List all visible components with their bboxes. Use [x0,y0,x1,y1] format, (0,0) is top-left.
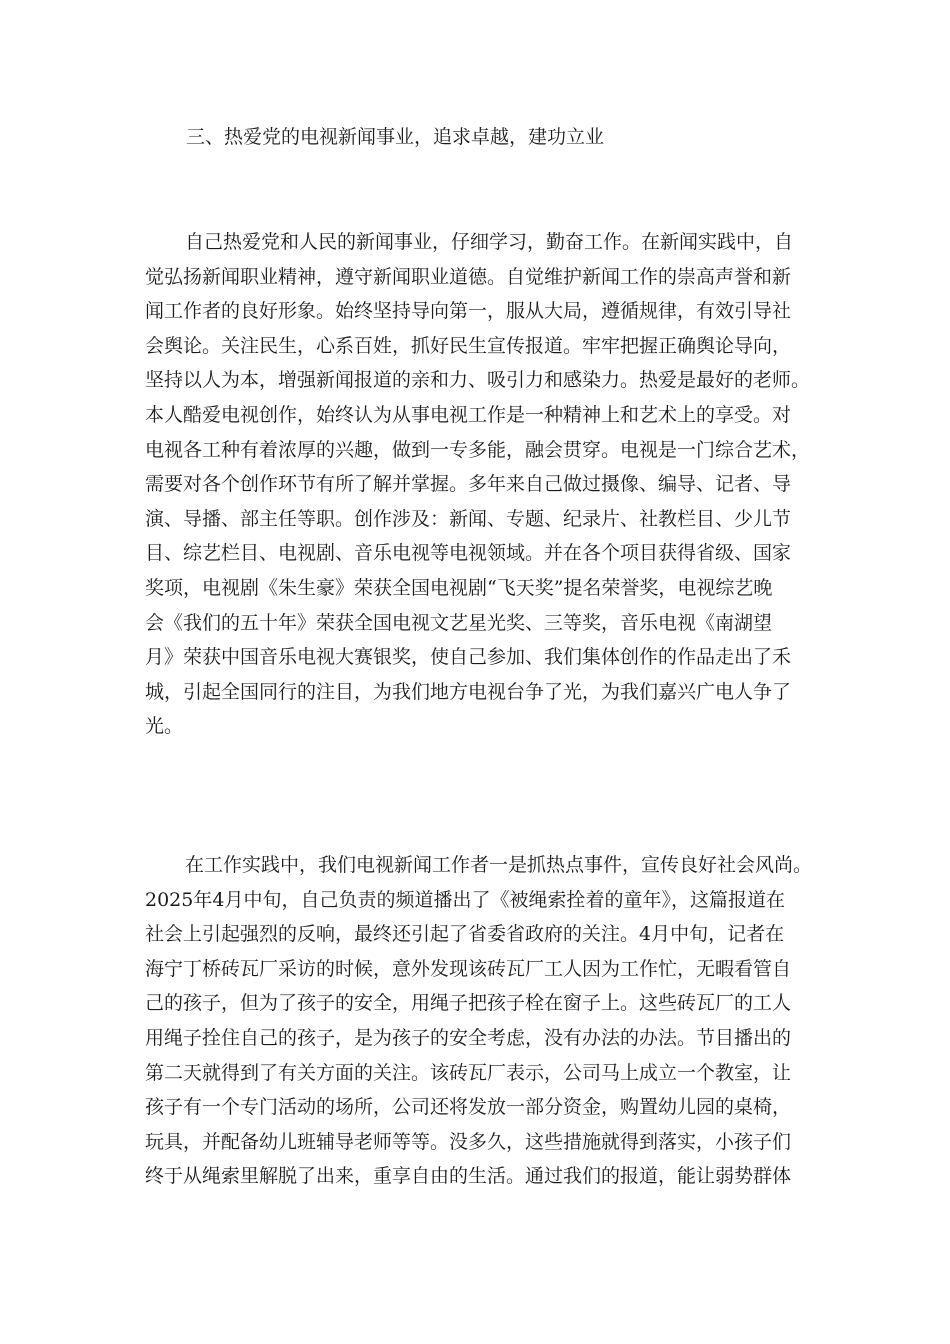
paragraph-line: 用绳子拴住自己的孩子，是为孩子的安全考虑，没有办法的办法。节目播出的 [145,1026,792,1049]
paragraph-line: 城，引起全国同行的注目，为我们地方电视台争了光，为我们嘉兴广电人争了 [145,680,792,703]
paragraph-line: 在工作实践中，我们电视新闻工作者一是抓热点事件，宣传良好社会风尚。 [185,854,813,876]
paragraph-line: 目、综艺栏目、电视剧、音乐电视等电视领域。并在各个项目获得省级、国家 [145,542,792,565]
paragraph-line: 玩具，并配备幼儿班辅导老师等等。没多久，这些措施就得到落实，小孩子们 [145,1130,792,1153]
paragraph-line: 终于从绳索里解脱了出来，重享自由的生活。通过我们的报道，能让弱势群体 [145,1165,792,1188]
paragraph-1 [145,225,809,744]
paragraph-line: 海宁丁桥砖瓦厂采访的时候，意外发现该砖瓦厂工人因为工作忙，无暇看管自 [145,957,792,980]
paragraph-line: 坚持以人为本，增强新闻报道的亲和力、吸引力和感染力。热爱是最好的老师。 [145,369,811,392]
paragraph-line: 闻工作者的良好形象。始终坚持导向第一，服从大局，遵循规律，有效引导社 [145,300,792,323]
section-heading: 三、热爱党的电视新闻事业，追求卓越，建功立业 [186,126,605,148]
paragraph-line: 光。 [145,715,184,738]
paragraph-line: 第二天就得到了有关方面的关注。该砖瓦厂表示，公司马上成立一个教室，让 [145,1061,792,1084]
paragraph-line: 需要对各个创作环节有所了解并掌握。多年来自己做过摄像、编导、记者、导 [145,473,792,496]
paragraph-line: 月》荣获中国音乐电视大赛银奖，使自己参加、我们集体创作的作品走出了禾 [145,646,792,669]
paragraph-2 [145,848,813,1194]
paragraph-line: 本人酷爱电视创作，始终认为从事电视工作是一种精神上和艺术上的享受。对 [145,403,792,426]
paragraph-line: 奖项，电视剧《朱生豪》荣获全国电视剧“飞天奖”提名荣誉奖，电视综艺晚 [145,576,773,599]
paragraph-line: 社会上引起强烈的反响，最终还引起了省委省政府的关注。4月中旬，记者在 [145,923,785,946]
paragraph-line: 电视各工种有着浓厚的兴趣，做到一专多能，融会贯穿。电视是一门综合艺术， [145,438,811,461]
paragraph-line: 孩子有一个专门活动的场所，公司还将发放一部分资金，购置幼儿园的桌椅， [145,1096,792,1119]
paragraph-line: 演、导播、部主任等职。创作涉及：新闻、专题、纪录片、社教栏目、少儿节 [145,507,792,530]
paragraph-line: 会舆论。关注民生，心系百姓，抓好民生宣传报道。牢牢把握正确舆论导向， [145,334,792,357]
paragraph-line: 觉弘扬新闻职业精神，遵守新闻职业道德。自觉维护新闻工作的崇高声誉和新 [145,265,792,288]
paragraph-line: 会《我们的五十年》荣获全国电视文艺星光奖、三等奖，音乐电视《南湖望 [145,611,773,634]
paragraph-line: 2025年4月中旬，自己负责的频道播出了《被绳索拴着的童年》，这篇报道在 [145,888,785,911]
paragraph-line: 己的孩子，但为了孩子的安全，用绳子把孩子栓在窗子上。这些砖瓦厂的工人 [145,992,792,1015]
paragraph-line: 自己热爱党和人民的新闻事业，仔细学习，勤奋工作。在新闻实践中，自 [185,231,794,253]
